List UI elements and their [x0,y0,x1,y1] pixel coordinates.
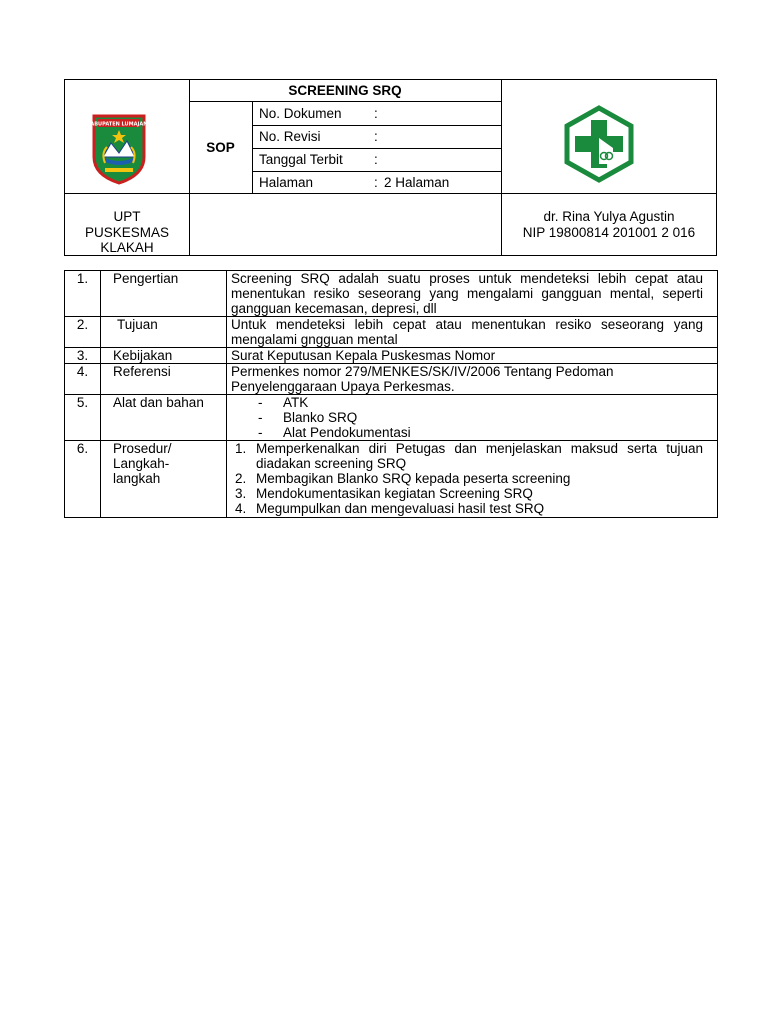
row-label: Referensi [101,364,227,395]
kabupaten-lumajang-logo-icon [86,113,152,185]
row-description: Surat Keputusan Kepala Puskesmas Nomor [227,348,718,364]
table-row [65,395,718,441]
field-label-no-dokumen: No. Dokumen [259,106,342,121]
table-row [65,271,718,317]
row-number: 1. [65,271,101,317]
sop-content-table [64,270,718,518]
row-label: Prosedur/ Langkah- langkah [101,441,227,518]
list-item: 1. Memperkenalkan diri Petugas dan menjelaskan maksud serta tujuan diadakan screening SRQ [235,441,703,471]
row-label: Alat dan bahan [101,395,227,441]
list-item: - Alat Pendokumentasi [258,425,411,440]
sop-header-table [64,79,717,256]
field-value-halaman: 2 Halaman [384,175,450,190]
field-label-no-revisi: No. Revisi [259,129,321,144]
row-description: Permenkes nomor 279/MENKES/SK/IV/2006 Tentang Pedoman Penyelenggaraan Upaya Perkesmas. [227,364,718,395]
row-list [227,441,718,518]
field-sep: : [374,106,378,121]
list-item: - Blanko SRQ [258,410,358,425]
list-item: - ATK [258,395,309,410]
field-label-tanggal-terbit: Tanggal Terbit [259,152,343,167]
field-sep: : [374,129,378,144]
list-item: 3. Mendokumentasikan kegiatan Screening SRQ [235,486,533,501]
org-line: KLAKAH [100,240,154,255]
row-label: Pengertian [101,271,227,317]
table-row [65,317,718,348]
table-row [65,441,718,518]
row-number: 4. [65,364,101,395]
field-sep: : [374,152,378,167]
row-number: 5. [65,395,101,441]
row-number: 2. [65,317,101,348]
row-number: 6. [65,441,101,518]
sop-label: SOP [206,140,235,155]
list-item: 4. Megumpulkan dan mengevaluasi hasil test SRQ [235,501,545,516]
row-list [227,395,718,441]
org-line: PUSKESMAS [84,224,170,240]
logo-lettering: KABUPATEN LUMAJANG [86,121,152,128]
signatory-name: dr. Rina Yulya Agustin [543,209,675,224]
row-description: Untuk mendeteksi lebih cepat atau menentukan resiko seseorang yang mengalami gngguan mental [227,317,718,348]
table-row [65,348,718,364]
row-label: Tujuan [101,317,227,348]
field-label-halaman: Halaman [259,175,314,190]
table-row [65,364,718,395]
row-number: 3. [65,348,101,364]
field-sep: : [374,175,378,190]
signatory-nip: NIP 19800814 201001 2 016 [522,224,696,240]
list-item: 2. Membagikan Blanko SRQ kepada peserta screening [235,471,571,486]
signatory-block [501,209,717,240]
organization-name [65,209,189,256]
document-title: SCREENING SRQ [288,83,402,98]
row-label: Kebijakan [101,348,227,364]
org-line: UPT [113,209,141,224]
row-description: Screening SRQ adalah suatu proses untuk mendeteksi lebih cepat atau menentukan resiko seseorang yang mengalami gangguan mental, seperti gangguan kecemasan, depresi, dll [227,271,718,317]
puskesmas-logo-icon [563,104,635,184]
